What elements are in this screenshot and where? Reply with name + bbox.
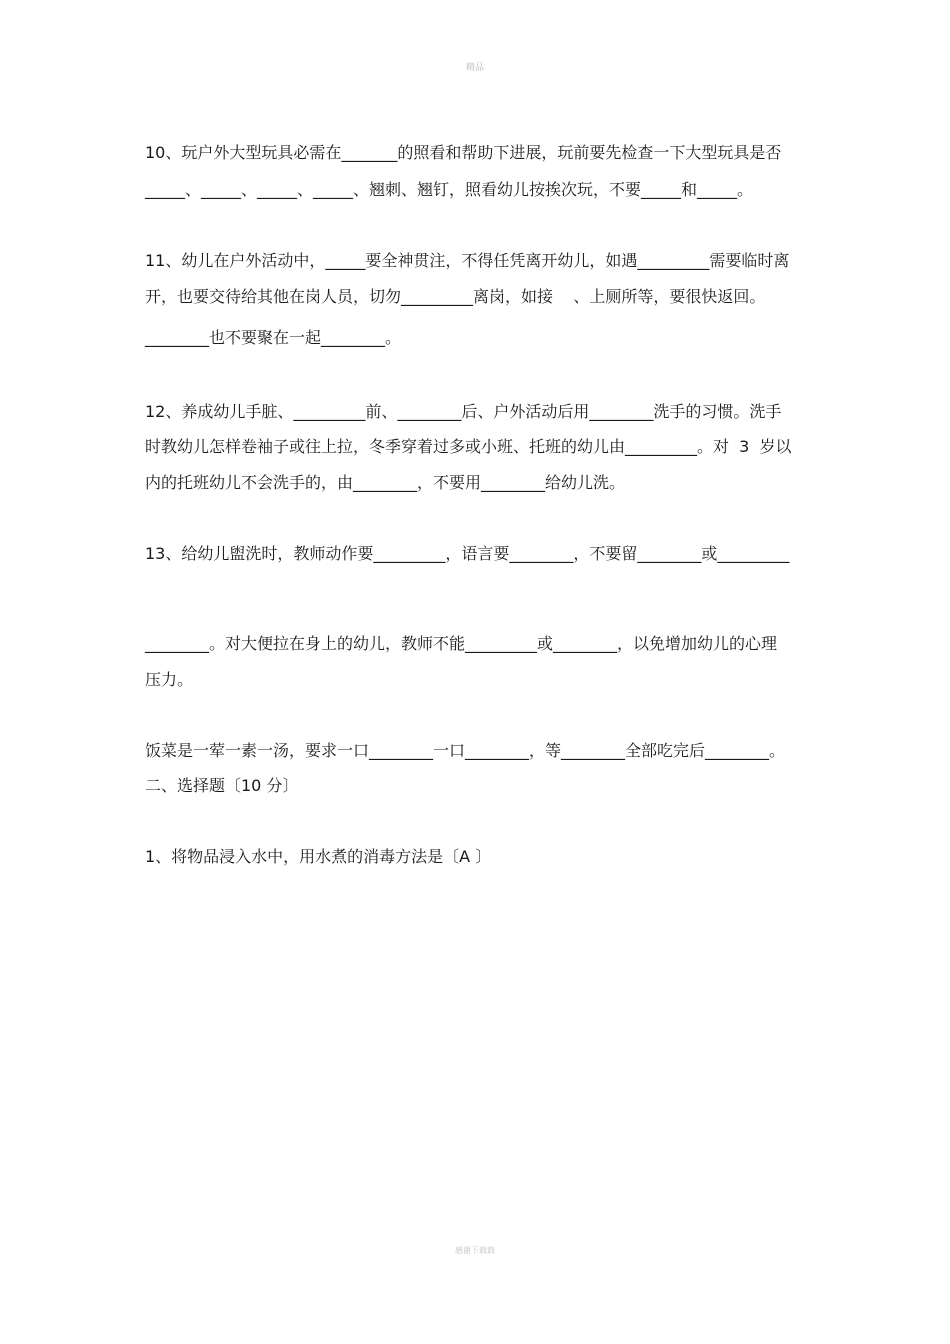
q13-line-1: 13、给幼儿盥洗时，教师动作要_________，语言要________，不要留________或_________ [145,544,790,563]
q13-line-2: ________。对大便拉在身上的幼儿，教师不能_________或________，以免增加幼儿的心理 [145,634,778,653]
section-title-multiple-choice: 二、选择题〔10 分〕 [145,776,299,795]
q12-line-2: 时教幼儿怎样卷袖子或往上拉，冬季穿着过多或小班、托班的幼儿由_________。对 3 岁以 [145,437,792,456]
q12-line-1: 12、养成幼儿手脏、_________前、________后、户外活动后用________洗手的习惯。洗手 [145,402,782,421]
page-footer: 感谢下载载 [455,1246,495,1255]
mc-question-1: 1、将物品浸入水中，用水煮的消毒方法是〔A 〕 [145,847,492,866]
q10-line-1: 10、玩户外大型玩具必需在_______的照看和帮助下进展，玩前要先检查一下大型玩具是否 [145,143,782,162]
q12-line-3: 内的托班幼儿不会洗手的，由________，不要用________给幼儿洗。 [145,473,626,492]
q10-line-2: _____、_____、_____、_____、翘刺、翘钉，照看幼儿按挨次玩，不要_____和_____。 [145,180,754,199]
q11-line-3: ________也不要聚在一起________。 [145,328,402,347]
q13-line-3: 压力。 [145,670,194,689]
q11-line-2: 开，也要交待给其他在岗人员，切勿_________离岗，如接 、上厕所等，要很快返回。 [145,287,766,306]
page-header: 精品 [465,63,484,73]
meal-requirement: 饭菜是一荤一素一汤，要求一口________一口________，等________全部吃完后________。 [145,741,786,760]
q11-line-1: 11、幼儿在户外活动中，_____要全神贯注，不得任凭离开幼儿，如遇_________需要临时离 [145,251,790,270]
